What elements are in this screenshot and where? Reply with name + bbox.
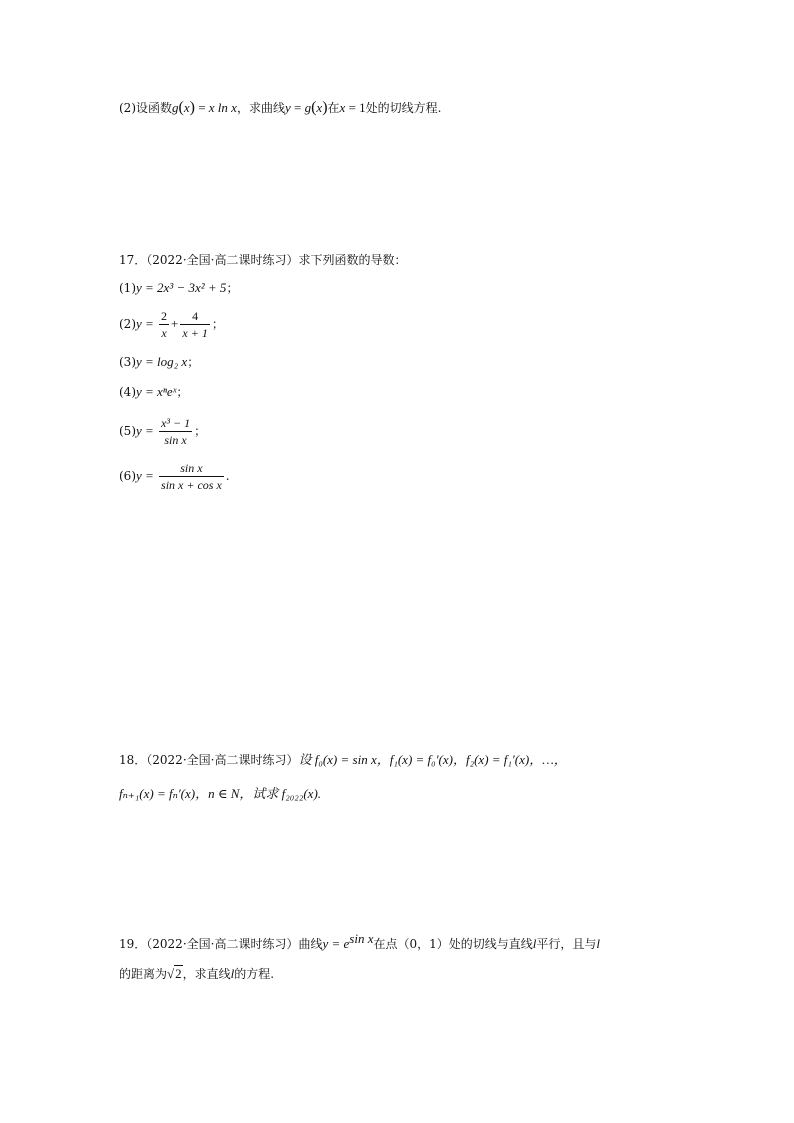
- var-l-3: l: [230, 966, 235, 981]
- q17-item-4: [119, 382, 188, 402]
- q17-item-1: [119, 278, 238, 298]
- var-x-3: x: [339, 100, 346, 115]
- equals-2: =: [290, 100, 305, 115]
- numerator: sin x: [159, 460, 224, 477]
- question-number: 19．: [119, 937, 147, 951]
- denominator: x + 1: [182, 326, 208, 340]
- item-end: ；: [211, 317, 224, 331]
- item-label: (5): [119, 424, 136, 438]
- var-x-2: x: [316, 100, 323, 115]
- fraction-4-over-x-plus-1: [180, 308, 209, 341]
- q19-text-2a: 的距离为: [119, 967, 168, 981]
- equals: =: [194, 100, 209, 115]
- item-label: (4): [119, 385, 136, 399]
- x-ln-x: x ln x: [208, 100, 237, 115]
- q17-item-2: [119, 308, 224, 341]
- item-end: ；: [226, 281, 239, 295]
- numerator: 2: [161, 309, 168, 323]
- item-lhs: y =: [136, 316, 158, 331]
- q19-text-c: 在点（0，1）处的切线与直线: [373, 937, 533, 951]
- q16-part2-text: (2)设函数g(x) = x ln x，求曲线y = g(x)在x = 1处的切线方程.: [119, 99, 442, 116]
- q18-line-1: [119, 750, 567, 770]
- item-end: ；: [187, 355, 200, 369]
- sqrt-2: √2: [167, 966, 182, 981]
- question-number: 17．: [119, 253, 147, 267]
- q19-line-2: [119, 964, 274, 984]
- equals-one: = 1: [345, 100, 366, 115]
- fraction-2-over-x: [159, 308, 169, 341]
- item-expr: y = 2x³ − 3x² + 5: [136, 280, 227, 295]
- q19-y-e: y = e: [322, 936, 350, 951]
- item-label: (6): [119, 469, 136, 483]
- q19-text-d: 平行，且与: [536, 937, 597, 951]
- var-l: l: [532, 936, 537, 951]
- q19-text-2c: 的方程.: [234, 967, 275, 981]
- question-source: （2022·全国·高二课时练习）: [146, 937, 299, 951]
- q19-line-1: [119, 931, 601, 954]
- fraction-x3-minus-1-over-sin-x: [159, 415, 192, 448]
- question-number: 18．: [119, 753, 147, 767]
- question-source: （2022·全国·高二课时练习）: [146, 253, 299, 267]
- q18-expr-1: 设 f₀(x) = sin x，f₁(x) = f₀′(x)，f₂(x) = f₁′(x)，…，: [298, 752, 567, 767]
- question-source: （2022·全国·高二课时练习）: [146, 753, 299, 767]
- item-end: ；: [176, 385, 189, 399]
- q16-suffix: 处的切线方程.: [365, 101, 442, 115]
- denominator: x: [161, 326, 167, 340]
- q18-line-2: [119, 784, 321, 804]
- q19-exponent: sin x: [349, 931, 374, 946]
- item-lhs: y =: [136, 468, 158, 483]
- q16-mid1: ，求曲线: [236, 101, 285, 115]
- plus-sign: +: [171, 316, 179, 331]
- q17-heading: [119, 250, 406, 270]
- item-label: (3): [119, 355, 136, 369]
- radicand: 2: [175, 966, 182, 981]
- item-label: (1): [119, 281, 136, 295]
- item-expr: y = xⁿeˣ: [136, 384, 177, 399]
- item-end: .: [225, 469, 230, 483]
- q17-item-6: [119, 460, 230, 493]
- q18-expr-2: fₙ₊₁(x) = fₙ′(x)，n ∈ N，试求 f₂₀₂₂(x).: [119, 786, 322, 801]
- numerator: x³ − 1: [161, 416, 191, 430]
- item-expr: y = log₂ x: [136, 354, 188, 369]
- q17-item-5: [119, 415, 206, 448]
- question-prompt: 求下列函数的导数：: [298, 253, 407, 267]
- var-l-2: l: [596, 936, 601, 951]
- q16-prefix: (2)设函数: [119, 101, 172, 115]
- func-g: g: [172, 100, 179, 115]
- denominator: sin x + cos x: [161, 478, 222, 492]
- q16-mid2: 在: [327, 101, 340, 115]
- var-x: x: [183, 100, 190, 115]
- item-end: ；: [194, 424, 207, 438]
- q19-text-a: 曲线: [298, 937, 323, 951]
- var-y: y: [284, 100, 291, 115]
- q17-item-3: [119, 352, 199, 372]
- item-label: (2): [119, 317, 136, 331]
- numerator: 4: [180, 308, 209, 325]
- fraction-sinx-over-sinx-plus-cosx: [159, 460, 224, 493]
- q19-text-2b: ，求直线: [182, 967, 231, 981]
- denominator: sin x: [164, 433, 187, 447]
- func-g-2: g: [304, 100, 312, 115]
- item-lhs: y =: [136, 423, 158, 438]
